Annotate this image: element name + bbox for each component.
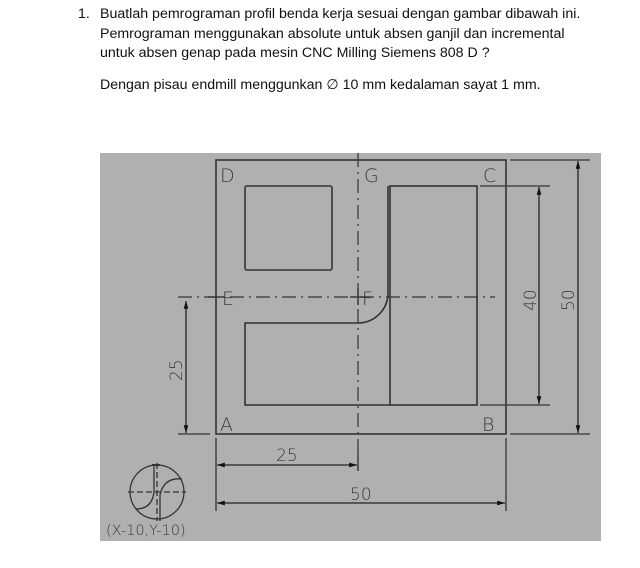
point-label-c: C [483, 165, 497, 187]
dim-value-left-25: 25 [167, 359, 187, 381]
question-line-3: untuk absen genap pada mesin CNC Milling Siemens 808 D ? [100, 45, 490, 61]
point-label-a: A [220, 414, 233, 436]
dim-value-bottom-50: 50 [350, 485, 372, 505]
point-label-e: E [222, 288, 235, 310]
tool-specification: Dengan pisau endmill menggunkan ∅ 10 mm kedalaman sayat 1 mm. [100, 76, 541, 93]
question-line-2: Pemrograman menggunakan absolute untuk absen ganjil dan incremental [100, 25, 565, 42]
point-label-f: F [362, 288, 373, 310]
point-label-d: D [220, 165, 235, 187]
right-pocket [390, 186, 477, 405]
dim-value-50-vertical: 50 [559, 289, 579, 311]
technical-drawing [100, 153, 601, 541]
point-label-g: G [364, 165, 379, 187]
drawing-canvas [100, 153, 601, 541]
workpiece-zero-icon [128, 463, 186, 521]
square-pocket [245, 186, 332, 270]
question-number: 1. [78, 6, 90, 22]
point-label-b: B [482, 414, 495, 436]
dim-value-40: 40 [521, 289, 541, 311]
question-block [78, 5, 618, 95]
origin-coordinate-label: (X-10,Y-10) [106, 523, 186, 539]
dim-value-bottom-25: 25 [276, 446, 298, 466]
question-line-1: Buatlah pemrograman profil benda kerja sesuai dengan gambar dibawah ini. [100, 6, 581, 22]
